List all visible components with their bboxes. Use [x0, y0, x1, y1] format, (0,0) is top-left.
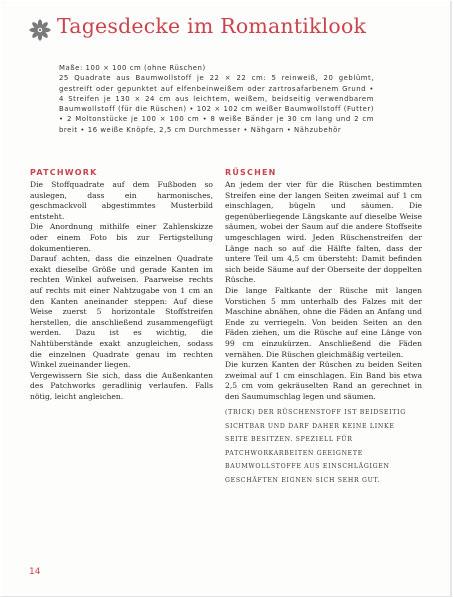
page-number: 14 [29, 567, 41, 577]
section-heading-patchwork: PATCHWORK [30, 168, 98, 177]
book-page [1, 1, 452, 597]
rueschen-paragraph: Die lange Faltkante der Rüsche mit langen Vorstichen 5 mm unterhalb des Falzes mit der Maschine abnähen, ohne die Fäden an Anfang und Ende zu verriegeln. Von beiden Seiten an den Fäden ziehen, um die Rüsche auf eine Länge von 99 cm einzukürzen. Anschließend die Fäden vernähen. Die Rüschen gleichmäßig verteilen. [225, 285, 422, 359]
trick-tip-box: (TRICK) DER RÜSCHENSTOFF IST BEIDSEITIG SICHTBAR UND DARF DAHER KEINE LINKE SEITE BESITZEN. SPEZIELL FÜR PATCHWORKARBEITEN GEEIGNETE BAUMWOLLSTOFFE AUS EINSCHLÄGIGEN GESCHÄFTEN EIGNEN SICH SEHR GUT. [225, 409, 406, 484]
rueschen-paragraph: An jedem der vier für die Rüschen bestimmten Streifen eine der langen Seiten zweimal auf 1 cm einschlagen, bügeln und säumen. Die gegenüberliegende Längskante auf dieselbe Weise säumen, wobei der Saum auf die andere Stoffseite umgeschlagen wird. Jeden Rüschenstreifen der Länge nach so auf die Hälfte falten, dass der untere Teil um 4,5 cm übersteht: Damit befinden sich beide Säume auf der Oberseite der doppelten Rüsche. [225, 180, 422, 285]
materials-dimensions: Maße: 100 × 100 cm (ohne Rüschen) [59, 64, 206, 72]
page-title: Tagesdecke im Romantiklook [57, 14, 367, 38]
section-heading-rueschen: RÜSCHEN [225, 168, 277, 177]
patchwork-paragraph: Darauf achten, dass die einzelnen Quadrate exakt dieselbe Größe und gerade Kanten im rechten Winkel aufweisen. Paarweise rechts auf rechts mit einer Nahtzugabe von 1 cm an den Kanten aneinander steppen: Auf diese Weise zuerst 5 horizontale Stoffstreifen herstellen, die anschließend zusammengefügt werden. Dazu ist es wichtig, die Nahtüberstände exakt anzugleichen, sodass die einzelnen Quadrate genau im rechten Winkel zueinander liegen. [30, 254, 213, 370]
flower-ornament-icon [29, 19, 51, 41]
patchwork-paragraph: Die Anordnung mithilfe einer Zahlenskizze oder einem Foto bis zur Fertigstellung dokumentieren. [30, 222, 213, 253]
materials-items: 25 Quadrate aus Baumwollstoff je 22 × 22 cm: 5 reinweiß, 20 geblümt, gestreift oder gepunktet auf elfenbeinweißem oder zartrosafarbenem Grund • 4 Streifen je 130 × 24 cm aus leichtem, weißem, beidseitig verwendbarem Baumwollstoff (für die Rüschen) • 102 × 102 cm weißer Baumwollstoff (Futter) • 2 Moltonstücke je 100 × 100 cm • 8 weiße Bänder je 30 cm lang und 2 cm breit • 16 weiße Knöpfe, 2,5 cm Durchmesser • Nähgarn • Nähzubehör [59, 74, 374, 134]
patchwork-paragraph: Die Stoffquadrate auf dem Fußboden so auslegen, dass ein harmonisches, geschmackvoll abgestimmtes Musterbild entsteht. [30, 180, 213, 221]
rueschen-paragraph: Die kurzen Kanten der Rüschen zu beiden Seiten zweimal auf 1 cm einschlagen. Ein Band bis etwa 2,5 cm vom gekräuselten Rand an gerechnet in den Saumumschlag legen und säumen. [225, 360, 422, 401]
rueschen-column [225, 180, 422, 402]
patchwork-column [30, 180, 213, 402]
patchwork-paragraph: Vergewissern Sie sich, dass die Außenkanten des Patchworks geradlinig verlaufen. Falls nötig, leicht angleichen. [30, 370, 213, 401]
materials-list [59, 63, 374, 135]
